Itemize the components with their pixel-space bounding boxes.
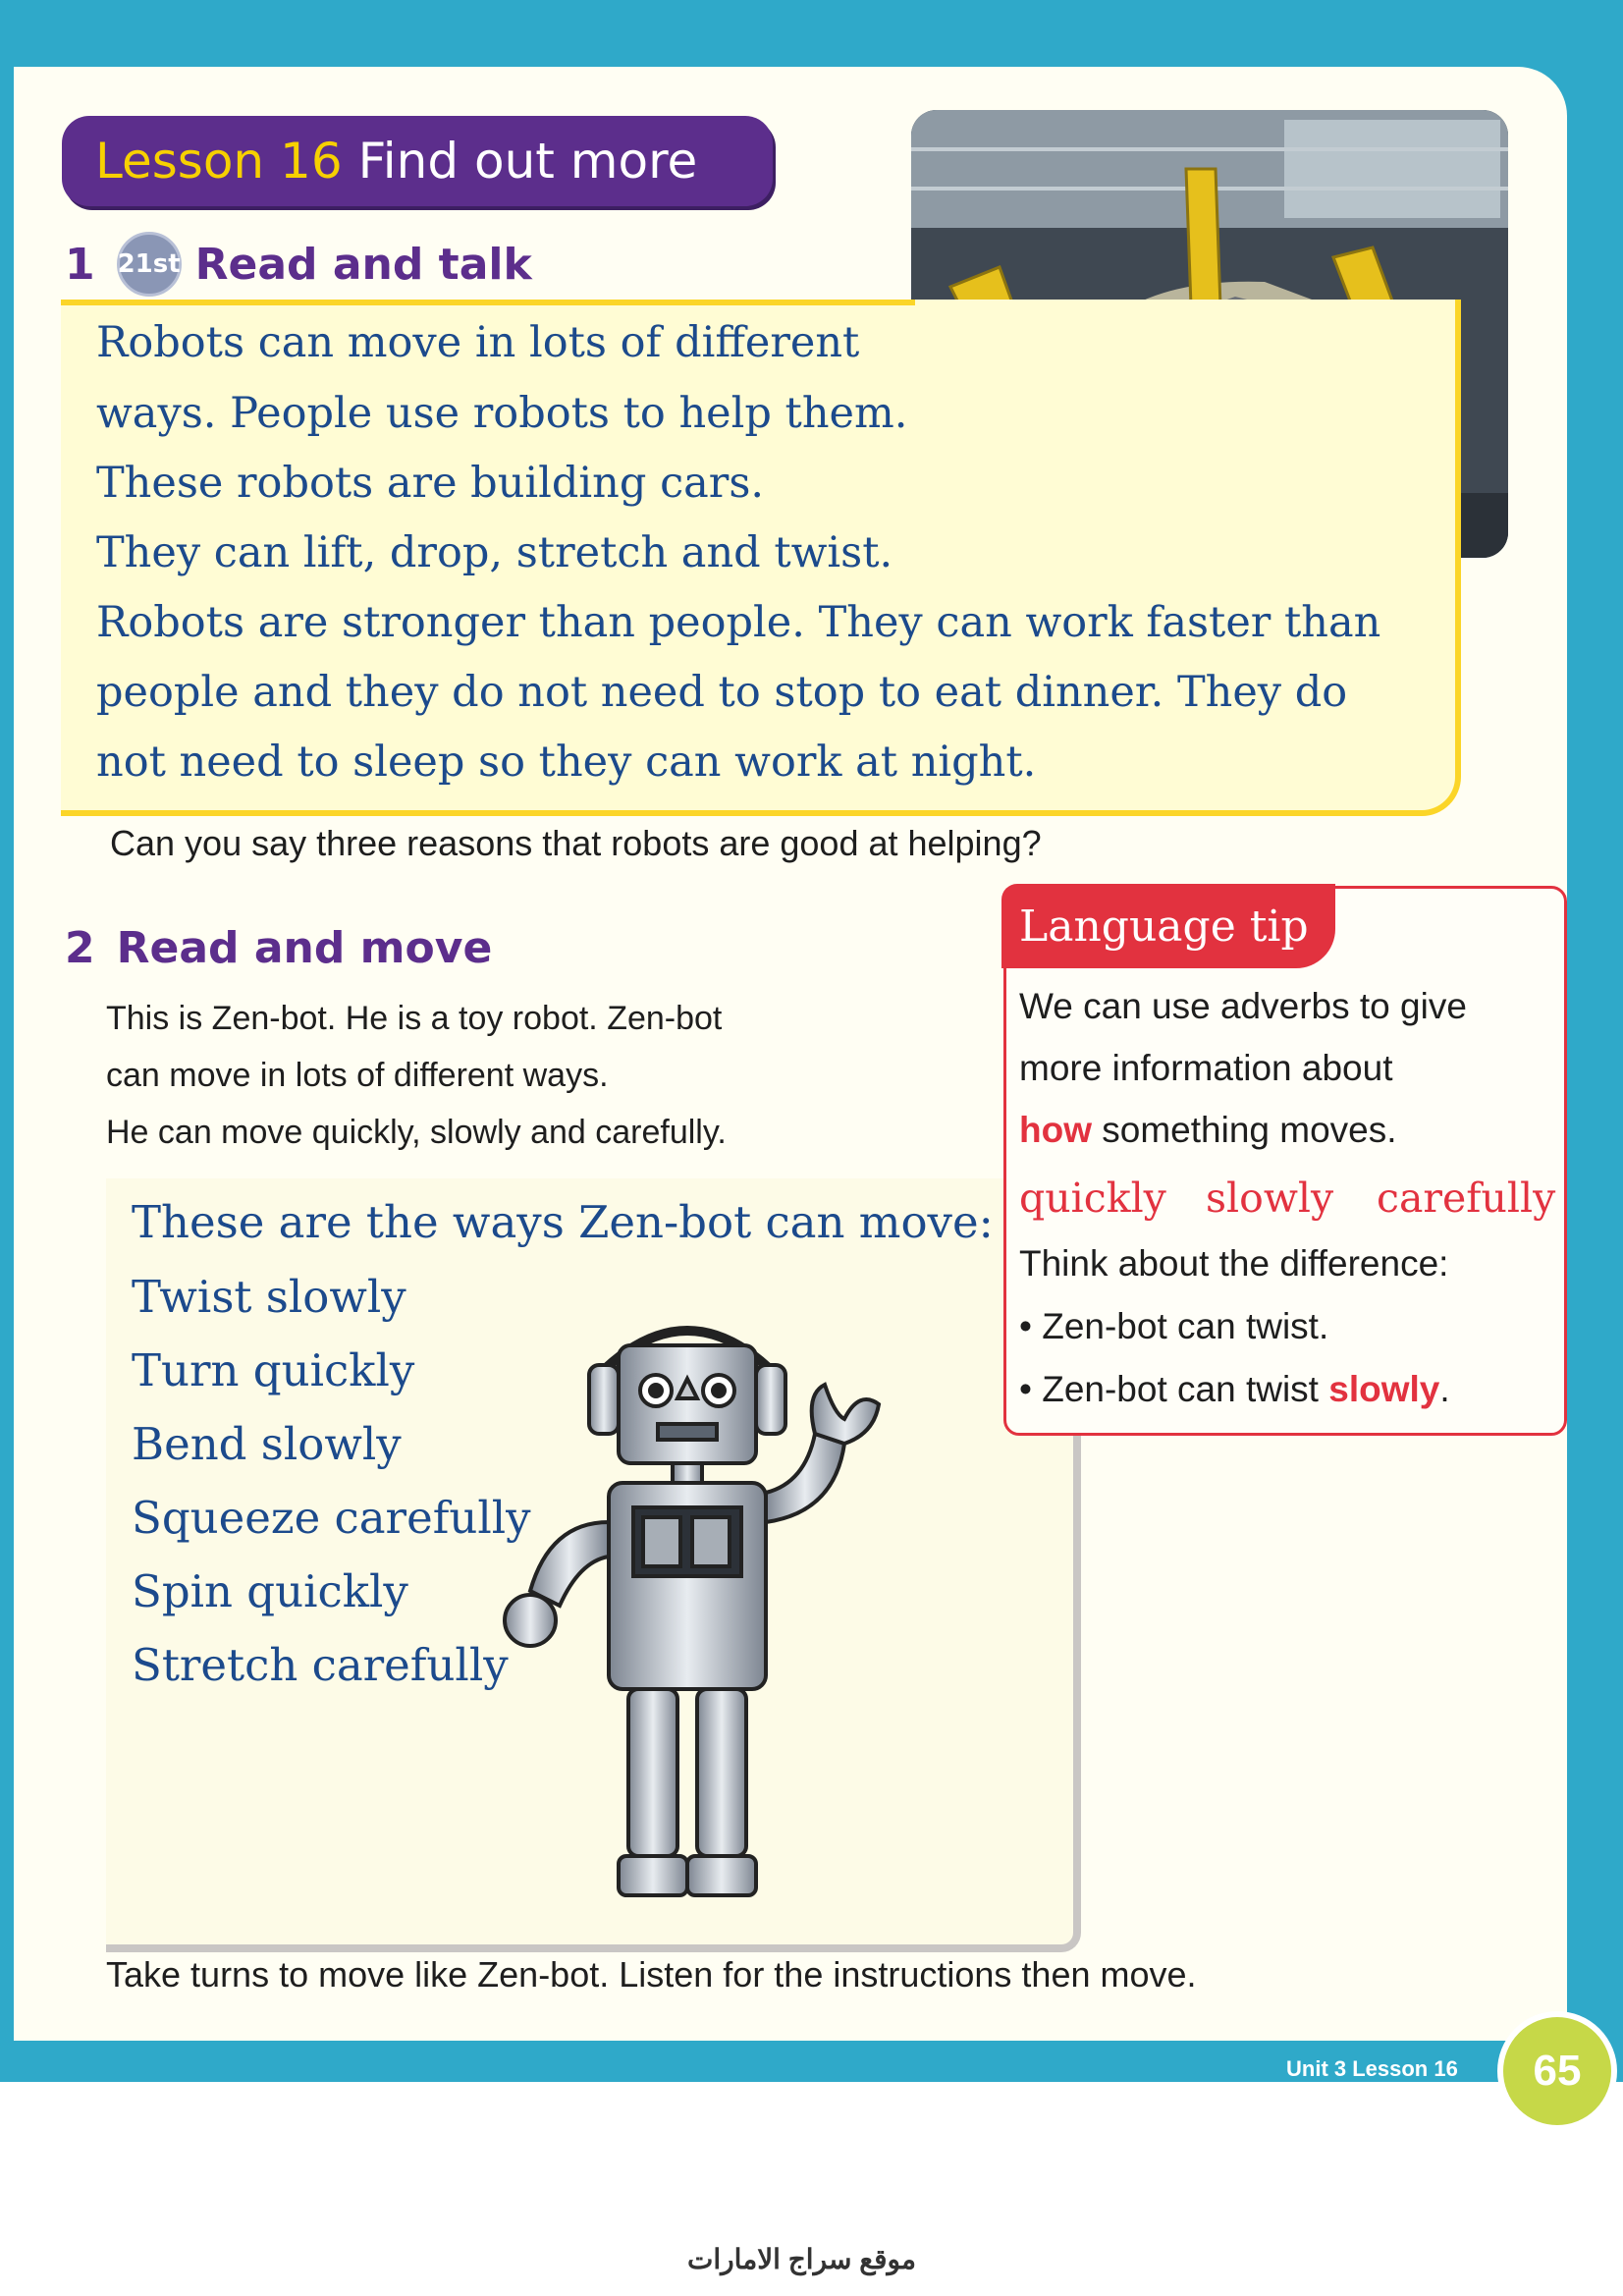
21st-century-skills-icon: [117, 232, 182, 297]
read-line: They can lift, drop, stretch and twist.: [96, 528, 893, 577]
page-number: 65: [1497, 2011, 1617, 2131]
read-line: not need to sleep so they can work at night.: [96, 738, 1037, 787]
move-item: Spin quickly: [132, 1565, 408, 1617]
lesson-number: 16: [280, 133, 343, 190]
intro-line: can move in lots of different ways.: [106, 1057, 609, 1094]
tip-highlight: slowly: [1328, 1369, 1440, 1409]
tip-bullet: [1019, 1369, 1450, 1410]
section-2-heading: [65, 923, 492, 973]
intro-line: This is Zen-bot. He is a toy robot. Zen-bot: [106, 1000, 723, 1037]
move-item: Bend slowly: [132, 1418, 402, 1470]
tip-line: more information about: [1019, 1048, 1393, 1088]
language-tip-heading: Language tip: [1001, 884, 1335, 968]
site-watermark: موقع سراج الامارات: [687, 2244, 917, 2274]
zen-bot-robot-illustration: [491, 1296, 1001, 1925]
tip-text: • Zen-bot can twist: [1019, 1369, 1329, 1409]
adverb-word: quickly: [1019, 1175, 1166, 1222]
tip-text: something moves.: [1091, 1110, 1397, 1150]
lesson-label: [95, 133, 343, 190]
lesson-title: Find out more: [357, 133, 698, 190]
moves-title: These are the ways Zen-bot can move:: [132, 1196, 994, 1248]
lesson-prefix: Lesson: [95, 133, 265, 190]
lesson-banner: [62, 116, 773, 206]
intro-line: He can move quickly, slowly and carefully.: [106, 1114, 727, 1151]
tip-line: Think about the difference:: [1019, 1243, 1449, 1284]
badge-label: 21st: [117, 249, 181, 279]
section-2-number: 2: [65, 923, 95, 973]
read-line: Robots can move in lots of different: [96, 318, 860, 367]
adverb-word: slowly: [1206, 1175, 1334, 1222]
tip-text: .: [1439, 1369, 1450, 1409]
move-item: Squeeze carefully: [132, 1492, 531, 1544]
activity-instruction: Take turns to move like Zen-bot. Listen for the instructions then move.: [106, 1954, 1197, 1995]
section-1-title: Read and talk: [194, 239, 532, 290]
read-line: Robots are stronger than people. They can work faster than: [96, 598, 1381, 647]
section-1-number: 1: [65, 239, 95, 290]
move-item: Stretch carefully: [132, 1639, 509, 1691]
adverb-word: carefully: [1377, 1175, 1556, 1222]
discussion-question: Can you say three reasons that robots are good at helping?: [110, 823, 1042, 863]
tip-bullet: • Zen-bot can twist.: [1019, 1306, 1329, 1346]
section-1-heading: [65, 232, 532, 297]
read-line: ways. People use robots to help them.: [96, 389, 908, 438]
read-line: people and they do not need to stop to eat dinner. They do: [96, 668, 1348, 717]
tip-highlight: how: [1019, 1110, 1092, 1150]
tip-line: We can use adverbs to give: [1019, 986, 1467, 1026]
unit-lesson-label: Unit 3 Lesson 16: [1286, 2056, 1458, 2081]
move-item: Twist slowly: [132, 1271, 406, 1323]
move-item: Turn quickly: [132, 1344, 415, 1396]
tip-line: [1019, 1110, 1397, 1151]
read-line: These robots are building cars.: [96, 459, 765, 508]
section-2-title: Read and move: [116, 923, 493, 973]
language-tip-box: [1003, 886, 1567, 1436]
